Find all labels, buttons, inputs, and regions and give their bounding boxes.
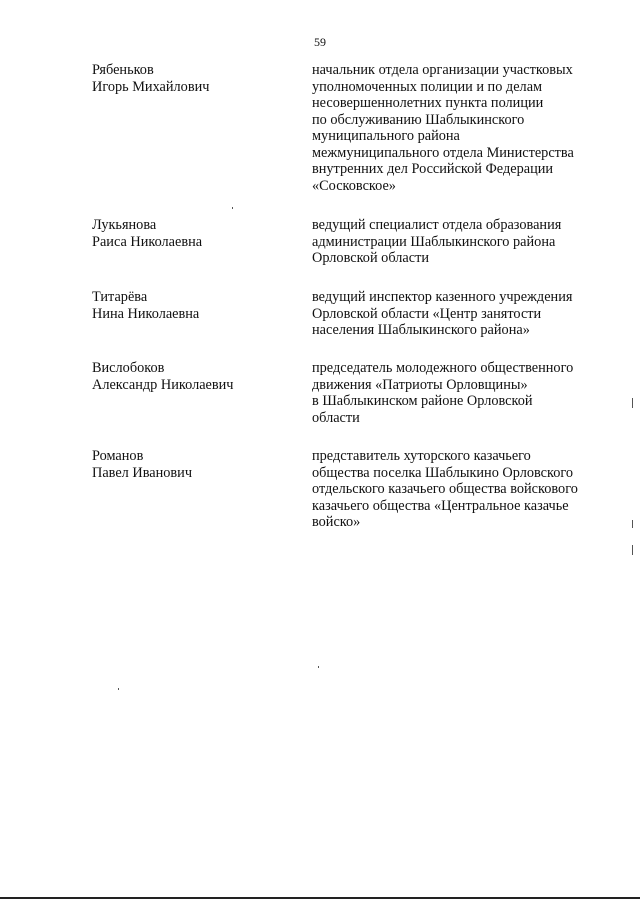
position-line: «Сосковское»	[312, 177, 396, 194]
position-line: в Шаблыкинском районе Орловской	[312, 393, 533, 409]
member-name	[92, 289, 292, 322]
position-line: председатель молодежного общественного	[312, 360, 574, 376]
position-line: представитель хуторского казачьего	[312, 448, 531, 464]
position-line: межмуниципального отдела Министерства	[312, 144, 574, 161]
scan-speck	[232, 207, 233, 209]
member-position	[312, 217, 612, 267]
position-line: уполномоченных полиции и по делам	[312, 78, 543, 95]
member-position	[312, 62, 612, 194]
bottom-scan-edge	[0, 897, 640, 899]
member-position	[312, 360, 612, 426]
member-name	[92, 448, 292, 481]
member-given-names: Игорь Михайлович	[92, 78, 210, 95]
position-line: муниципального района	[312, 128, 460, 144]
member-position	[312, 289, 612, 339]
member-entry	[0, 289, 640, 360]
position-line: общества поселка Шаблыкино Орловского	[312, 464, 574, 481]
members-list	[0, 62, 640, 538]
scan-speck	[118, 688, 119, 690]
scan-speck	[632, 520, 633, 528]
member-entry	[0, 62, 640, 217]
scan-speck	[632, 545, 633, 555]
position-line: начальник отдела организации участковых	[312, 62, 573, 78]
position-line: Орловской области	[312, 250, 429, 266]
member-name	[92, 217, 292, 250]
member-surname: Рябеньков	[92, 62, 154, 78]
member-name	[92, 62, 292, 95]
member-position	[312, 448, 612, 531]
position-line: области	[312, 409, 360, 426]
position-line: внутренних дел Российской Федерации	[312, 161, 554, 177]
position-line: казачьего общества «Центральное казачье	[312, 497, 569, 514]
member-surname: Титарёва	[92, 289, 148, 305]
position-line: ведущий инспектор казенного учреждения	[312, 289, 573, 305]
member-surname: Лукьянова	[92, 217, 157, 233]
member-entry	[0, 360, 640, 448]
member-name	[92, 360, 292, 393]
member-given-names: Александр Николаевич	[92, 376, 234, 393]
position-line: войско»	[312, 514, 361, 530]
position-line: несовершеннолетних пункта полиции	[312, 95, 544, 111]
member-given-names: Павел Иванович	[92, 464, 193, 481]
member-entry	[0, 217, 640, 289]
position-line: по обслуживанию Шаблыкинского	[312, 111, 525, 128]
member-surname: Вислобоков	[92, 360, 165, 376]
position-line: ведущий специалист отдела образования	[312, 217, 562, 233]
member-surname: Романов	[92, 448, 144, 464]
position-line: населения Шаблыкинского района»	[312, 322, 530, 338]
member-entry	[0, 448, 640, 538]
position-line: Орловской области «Центр занятости	[312, 305, 542, 322]
member-given-names: Раиса Николаевна	[92, 233, 203, 250]
member-given-names: Нина Николаевна	[92, 305, 200, 322]
scan-speck	[318, 666, 319, 668]
position-line: администрации Шаблыкинского района	[312, 233, 556, 250]
page-number: 59	[314, 35, 326, 49]
position-line: движения «Патриоты Орловщины»	[312, 376, 528, 393]
position-line: отдельского казачьего общества войскового	[312, 481, 578, 497]
scan-speck	[632, 398, 633, 408]
